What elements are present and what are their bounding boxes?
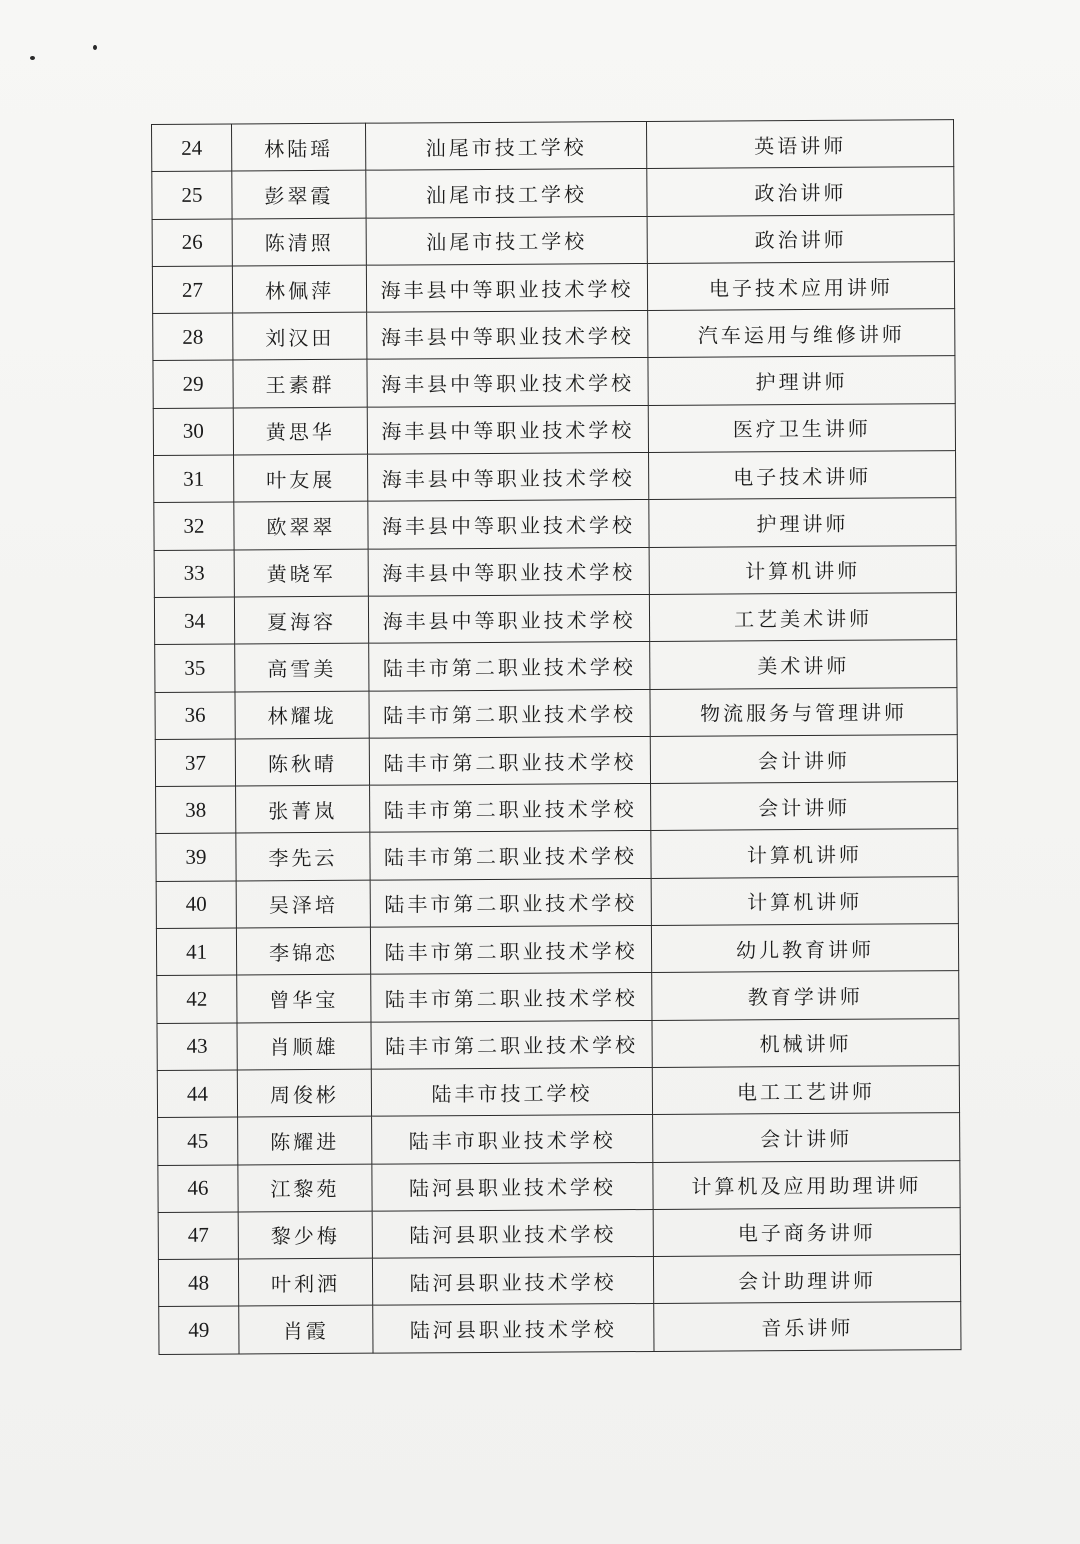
row-number: 33 <box>154 550 234 598</box>
job-title: 汽车运用与维修讲师 <box>648 309 955 358</box>
table-row <box>152 214 954 266</box>
row-number: 27 <box>152 266 232 314</box>
school-name: 海丰县中等职业技术学校 <box>368 594 649 643</box>
row-number: 34 <box>154 597 234 645</box>
teacher-name: 林佩萍 <box>232 265 366 313</box>
row-number: 32 <box>154 502 234 550</box>
school-name: 汕尾市技工学校 <box>366 216 647 265</box>
table-row <box>156 829 958 881</box>
table-row <box>156 782 958 834</box>
job-title: 音乐讲师 <box>654 1302 961 1351</box>
teacher-name: 刘汉田 <box>233 312 367 360</box>
teacher-name: 叶利洒 <box>238 1258 372 1306</box>
row-number: 29 <box>153 360 233 408</box>
scan-mark <box>93 45 97 50</box>
table-row <box>158 1160 960 1212</box>
row-number: 28 <box>153 313 233 361</box>
row-number: 30 <box>153 408 233 456</box>
school-name: 海丰县中等职业技术学校 <box>366 263 647 312</box>
table-row <box>154 498 956 550</box>
job-title: 电子技术讲师 <box>649 451 956 500</box>
row-number: 49 <box>159 1306 239 1354</box>
teacher-name: 肖霞 <box>239 1306 373 1354</box>
table-row <box>158 1207 960 1259</box>
job-title: 工艺美术讲师 <box>649 593 956 642</box>
school-name: 陆丰市第二职业技术学校 <box>370 784 651 833</box>
school-name: 陆丰市第二职业技术学校 <box>370 926 651 975</box>
school-name: 海丰县中等职业技术学校 <box>367 358 648 407</box>
teacher-roster-table <box>151 119 962 1355</box>
job-title: 计算机及应用助理讲师 <box>653 1160 960 1209</box>
row-number: 24 <box>152 124 232 172</box>
table-row <box>157 1066 959 1118</box>
teacher-name: 陈清照 <box>232 218 366 266</box>
teacher-name: 吴泽培 <box>236 880 370 928</box>
teacher-name: 李锦恋 <box>236 927 370 975</box>
teacher-name: 肖顺雄 <box>237 1022 371 1070</box>
table-row <box>158 1255 960 1307</box>
teacher-name: 张菁岚 <box>236 785 370 833</box>
teacher-name: 林耀垅 <box>235 691 369 739</box>
job-title: 政治讲师 <box>647 214 954 263</box>
table-row <box>155 640 957 692</box>
table-row <box>158 1113 960 1165</box>
table-row <box>154 545 956 597</box>
teacher-name: 周俊彬 <box>237 1069 371 1117</box>
row-number: 46 <box>158 1165 238 1213</box>
teacher-name: 陈秋晴 <box>235 738 369 786</box>
job-title: 政治讲师 <box>647 167 954 216</box>
table-row <box>154 451 956 503</box>
row-number: 48 <box>158 1259 238 1307</box>
teacher-name: 欧翠翠 <box>234 502 368 550</box>
job-title: 会计讲师 <box>653 1113 960 1162</box>
school-name: 陆河县职业技术学校 <box>373 1304 654 1353</box>
row-number: 35 <box>155 644 235 692</box>
table-row <box>152 120 954 172</box>
roster-body <box>152 120 961 1355</box>
school-name: 海丰县中等职业技术学校 <box>367 311 648 360</box>
table-row <box>153 356 955 408</box>
job-title: 计算机讲师 <box>651 829 958 878</box>
school-name: 陆丰市第二职业技术学校 <box>371 1020 652 1069</box>
row-number: 26 <box>152 219 232 267</box>
row-number: 41 <box>156 928 236 976</box>
school-name: 陆河县职业技术学校 <box>372 1209 653 1258</box>
row-number: 45 <box>158 1117 238 1165</box>
row-number: 47 <box>158 1212 238 1260</box>
job-title: 会计讲师 <box>650 734 957 783</box>
job-title: 会计助理讲师 <box>653 1255 960 1304</box>
teacher-name: 黎少梅 <box>238 1211 372 1259</box>
teacher-name: 林陆瑶 <box>232 123 366 171</box>
table-row <box>156 924 958 976</box>
scan-mark <box>30 56 35 60</box>
table-row <box>159 1302 961 1354</box>
teacher-name: 高雪美 <box>235 643 369 691</box>
job-title: 护理讲师 <box>649 498 956 547</box>
school-name: 陆丰市第二职业技术学校 <box>369 736 650 785</box>
school-name: 陆丰市第二职业技术学校 <box>369 642 650 691</box>
table-row <box>152 261 954 313</box>
teacher-name: 彭翠霞 <box>232 170 366 218</box>
school-name: 海丰县中等职业技术学校 <box>367 405 648 454</box>
job-title: 电工工艺讲师 <box>652 1066 959 1115</box>
job-title: 电子商务讲师 <box>653 1207 960 1256</box>
school-name: 陆丰市职业技术学校 <box>372 1115 653 1164</box>
table-row <box>153 403 955 455</box>
school-name: 陆丰市技工学校 <box>371 1067 652 1116</box>
row-number: 37 <box>155 739 235 787</box>
table-row <box>155 734 957 786</box>
teacher-name: 黄思华 <box>233 407 367 455</box>
job-title: 医疗卫生讲师 <box>648 403 955 452</box>
table-row <box>152 167 954 219</box>
row-number: 44 <box>157 1070 237 1118</box>
school-name: 汕尾市技工学校 <box>365 121 646 170</box>
row-number: 42 <box>157 975 237 1023</box>
table-row <box>157 1018 959 1070</box>
job-title: 美术讲师 <box>650 640 957 689</box>
teacher-name: 江黎苑 <box>238 1164 372 1212</box>
job-title: 物流服务与管理讲师 <box>650 687 957 736</box>
teacher-name: 李先云 <box>236 833 370 881</box>
table-row <box>155 687 957 739</box>
teacher-name: 王素群 <box>233 360 367 408</box>
table-row <box>157 971 959 1023</box>
school-name: 陆丰市第二职业技术学校 <box>371 973 652 1022</box>
job-title: 会计讲师 <box>651 782 958 831</box>
school-name: 陆丰市第二职业技术学校 <box>370 878 651 927</box>
school-name: 海丰县中等职业技术学校 <box>368 547 649 596</box>
school-name: 陆丰市第二职业技术学校 <box>370 831 651 880</box>
job-title: 计算机讲师 <box>649 545 956 594</box>
row-number: 38 <box>156 786 236 834</box>
school-name: 海丰县中等职业技术学校 <box>368 500 649 549</box>
row-number: 25 <box>152 171 232 219</box>
table-row <box>154 593 956 645</box>
school-name: 海丰县中等职业技术学校 <box>368 453 649 502</box>
job-title: 计算机讲师 <box>651 876 958 925</box>
job-title: 英语讲师 <box>646 120 953 169</box>
job-title: 机械讲师 <box>652 1018 959 1067</box>
teacher-name: 黄晓军 <box>234 549 368 597</box>
job-title: 护理讲师 <box>648 356 955 405</box>
school-name: 陆丰市第二职业技术学校 <box>369 689 650 738</box>
teacher-name: 叶友展 <box>234 454 368 502</box>
row-number: 43 <box>157 1023 237 1071</box>
row-number: 36 <box>155 692 235 740</box>
row-number: 39 <box>156 833 236 881</box>
table-row <box>156 876 958 928</box>
teacher-name: 曾华宝 <box>237 975 371 1023</box>
job-title: 教育学讲师 <box>652 971 959 1020</box>
teacher-name: 陈耀进 <box>238 1116 372 1164</box>
school-name: 陆河县职业技术学校 <box>372 1257 653 1306</box>
job-title: 幼儿教育讲师 <box>651 924 958 973</box>
table-row <box>153 309 955 361</box>
school-name: 陆河县职业技术学校 <box>372 1162 653 1211</box>
job-title: 电子技术应用讲师 <box>647 261 954 310</box>
teacher-name: 夏海容 <box>234 596 368 644</box>
school-name: 汕尾市技工学校 <box>366 169 647 218</box>
row-number: 31 <box>154 455 234 503</box>
row-number: 40 <box>156 881 236 929</box>
